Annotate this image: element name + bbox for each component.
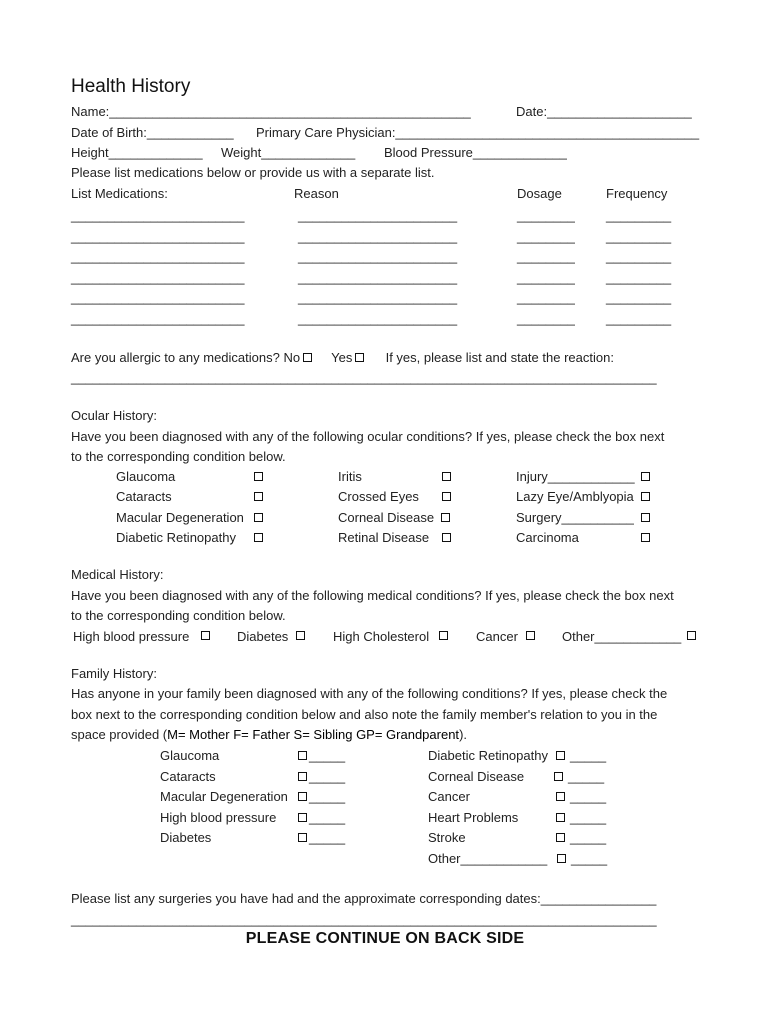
ocular-condition-label: Carcinoma: [516, 530, 579, 545]
ocular-checkbox[interactable]: [442, 472, 451, 481]
family-prompt-end: ).: [459, 727, 468, 742]
family-prompt-start: space provided (: [71, 727, 168, 742]
family-condition-label: Other____________: [428, 851, 548, 866]
ocular-condition-label: Crossed Eyes: [338, 489, 419, 504]
blood-pressure-field[interactable]: Blood Pressure_____________: [384, 145, 567, 160]
family-checkbox[interactable]: [298, 813, 307, 822]
ocular-condition-label: Corneal Disease: [338, 510, 435, 525]
family-relation-blank[interactable]: _____: [309, 748, 346, 763]
family-relation-blank[interactable]: _____: [568, 769, 605, 784]
family-relation-blank[interactable]: _____: [570, 748, 607, 763]
ocular-checkbox[interactable]: [442, 492, 451, 501]
ocular-condition-label: Iritis: [338, 469, 362, 484]
ocular-condition-label: Injury____________: [516, 469, 635, 484]
medical-condition-label: Other____________: [562, 629, 682, 644]
medication-name-blank[interactable]: ________________________: [71, 229, 245, 244]
ocular-checkbox[interactable]: [442, 533, 451, 542]
medication-name-blank[interactable]: ________________________: [71, 270, 245, 285]
family-checkbox[interactable]: [556, 813, 565, 822]
allergy-question-text: Are you allergic to any medications?: [71, 350, 280, 365]
allergy-no-label: No: [283, 350, 301, 365]
col-header-medications: List Medications:: [71, 186, 168, 201]
ocular-checkbox[interactable]: [254, 472, 263, 481]
family-checkbox[interactable]: [554, 772, 563, 781]
ocular-history-heading: Ocular History:: [71, 408, 157, 423]
medical-condition-label: Cancer: [476, 629, 518, 644]
family-relation-blank[interactable]: _____: [570, 789, 607, 804]
allergy-question: [71, 350, 614, 366]
medical-checkbox[interactable]: [439, 631, 448, 640]
family-condition-label: Diabetes: [160, 830, 212, 845]
ocular-checkbox[interactable]: [641, 472, 650, 481]
ocular-condition-label: Surgery__________: [516, 510, 634, 525]
ocular-checkbox[interactable]: [254, 533, 263, 542]
ocular-checkbox[interactable]: [441, 513, 450, 522]
medication-frequency-blank[interactable]: _________: [606, 208, 672, 223]
family-condition-label: Cancer: [428, 789, 470, 804]
medication-frequency-blank[interactable]: _________: [606, 290, 672, 305]
medical-condition-label: Diabetes: [237, 629, 289, 644]
medication-dosage-blank[interactable]: ________: [517, 208, 575, 223]
allergy-followup: If yes, please list and state the reaction:: [385, 350, 614, 365]
medical-condition-label: High blood pressure: [73, 629, 190, 644]
family-checkbox[interactable]: [298, 751, 307, 760]
family-prompt-line1: Has anyone in your family been diagnosed with any of the following conditions? If yes, please check the: [71, 686, 668, 701]
dob-field[interactable]: Date of Birth:____________: [71, 125, 234, 140]
family-relation-blank[interactable]: _____: [571, 851, 608, 866]
ocular-condition-label: Macular Degeneration: [116, 510, 244, 525]
family-condition-label: Heart Problems: [428, 810, 519, 825]
ocular-checkbox[interactable]: [254, 492, 263, 501]
family-relation-blank[interactable]: _____: [570, 830, 607, 845]
page-title: Health History: [71, 76, 191, 97]
medication-dosage-blank[interactable]: ________: [517, 270, 575, 285]
ocular-condition-label: Retinal Disease: [338, 530, 430, 545]
ocular-condition-label: Diabetic Retinopathy: [116, 530, 236, 545]
medication-name-blank[interactable]: ________________________: [71, 208, 245, 223]
medication-name-blank[interactable]: ________________________: [71, 249, 245, 264]
allergy-yes-label: Yes: [331, 350, 353, 365]
family-history-heading: Family History:: [71, 666, 157, 681]
medication-frequency-blank[interactable]: _________: [606, 270, 672, 285]
surgeries-line[interactable]: _________________________________________________________________________________: [71, 912, 657, 927]
family-relation-blank[interactable]: _____: [309, 789, 346, 804]
family-relation-blank[interactable]: _____: [309, 810, 346, 825]
medical-history-heading: Medical History:: [71, 567, 164, 582]
medication-frequency-blank[interactable]: _________: [606, 229, 672, 244]
family-relation-blank[interactable]: _____: [309, 769, 346, 784]
col-header-frequency: Frequency: [606, 186, 668, 201]
col-header-dosage: Dosage: [517, 186, 562, 201]
medication-frequency-blank[interactable]: _________: [606, 311, 672, 326]
medication-reason-blank[interactable]: ______________________: [298, 311, 458, 326]
family-checkbox[interactable]: [556, 833, 565, 842]
family-relation-blank[interactable]: _____: [570, 810, 607, 825]
family-condition-label: Stroke: [428, 830, 466, 845]
family-checkbox[interactable]: [298, 792, 307, 801]
family-checkbox[interactable]: [557, 854, 566, 863]
family-checkbox[interactable]: [298, 772, 307, 781]
family-condition-label: Corneal Disease: [428, 769, 525, 784]
date-field[interactable]: Date:____________________: [516, 104, 692, 119]
medications-instructions: Please list medications below or provide us with a separate list.: [71, 165, 435, 180]
medication-reason-blank[interactable]: ______________________: [298, 229, 458, 244]
family-condition-label: Cataracts: [160, 769, 216, 784]
family-condition-label: High blood pressure: [160, 810, 277, 825]
family-checkbox[interactable]: [556, 792, 565, 801]
family-checkbox[interactable]: [556, 751, 565, 760]
medication-dosage-blank[interactable]: ________: [517, 229, 575, 244]
medication-name-blank[interactable]: ________________________: [71, 290, 245, 305]
medication-frequency-blank[interactable]: _________: [606, 249, 672, 264]
col-header-reason: Reason: [294, 186, 339, 201]
relation-key: M= Mother F= Father S= Sibling GP= Grandparent: [167, 727, 460, 742]
ocular-checkbox[interactable]: [641, 533, 650, 542]
ocular-condition-label: Glaucoma: [116, 469, 176, 484]
weight-field[interactable]: Weight_____________: [221, 145, 356, 160]
continue-notice: PLEASE CONTINUE ON BACK SIDE: [245, 930, 525, 947]
medication-dosage-blank[interactable]: ________: [517, 311, 575, 326]
medication-dosage-blank[interactable]: ________: [517, 290, 575, 305]
ocular-checkbox[interactable]: [254, 513, 263, 522]
medical-prompt-line2: to the corresponding condition below.: [71, 608, 286, 623]
family-condition-label: Diabetic Retinopathy: [428, 748, 548, 763]
medication-reason-blank[interactable]: ______________________: [298, 270, 458, 285]
medication-reason-blank[interactable]: ______________________: [298, 249, 458, 264]
medication-reason-blank[interactable]: ______________________: [298, 290, 458, 305]
family-prompt-line2: box next to the corresponding condition below and also note the family member's relation to you in the: [71, 707, 658, 722]
medication-reason-blank[interactable]: ______________________: [298, 208, 458, 223]
medical-checkbox[interactable]: [201, 631, 210, 640]
pcp-field[interactable]: Primary Care Physician:__________________________________________: [256, 125, 700, 140]
family-prompt-line3: [71, 727, 467, 743]
height-field[interactable]: Height_____________: [71, 145, 203, 160]
ocular-prompt-line2: to the corresponding condition below.: [71, 449, 286, 464]
medication-name-blank[interactable]: ________________________: [71, 311, 245, 326]
allergy-reaction-line[interactable]: _________________________________________________________________________________: [71, 370, 657, 385]
medical-checkbox[interactable]: [526, 631, 535, 640]
ocular-condition-label: Cataracts: [116, 489, 172, 504]
allergy-yes-checkbox[interactable]: [355, 353, 364, 362]
medical-checkbox[interactable]: [687, 631, 696, 640]
medical-condition-label: High Cholesterol: [333, 629, 430, 644]
family-relation-blank[interactable]: _____: [309, 830, 346, 845]
ocular-prompt-line1: Have you been diagnosed with any of the following ocular conditions? If yes, please check the box next: [71, 429, 665, 444]
ocular-checkbox[interactable]: [641, 492, 650, 501]
allergy-no-checkbox[interactable]: [303, 353, 312, 362]
family-condition-label: Macular Degeneration: [160, 789, 288, 804]
family-condition-label: Glaucoma: [160, 748, 220, 763]
medication-dosage-blank[interactable]: ________: [517, 249, 575, 264]
surgeries-prompt[interactable]: Please list any surgeries you have had and the approximate corresponding dates:________________: [71, 891, 657, 906]
medical-prompt-line1: Have you been diagnosed with any of the following medical conditions? If yes, please check the box next: [71, 588, 674, 603]
ocular-condition-label: Lazy Eye/Amblyopia: [516, 489, 634, 504]
family-checkbox[interactable]: [298, 833, 307, 842]
ocular-checkbox[interactable]: [641, 513, 650, 522]
name-field[interactable]: Name:__________________________________________________: [71, 104, 471, 119]
medical-checkbox[interactable]: [296, 631, 305, 640]
